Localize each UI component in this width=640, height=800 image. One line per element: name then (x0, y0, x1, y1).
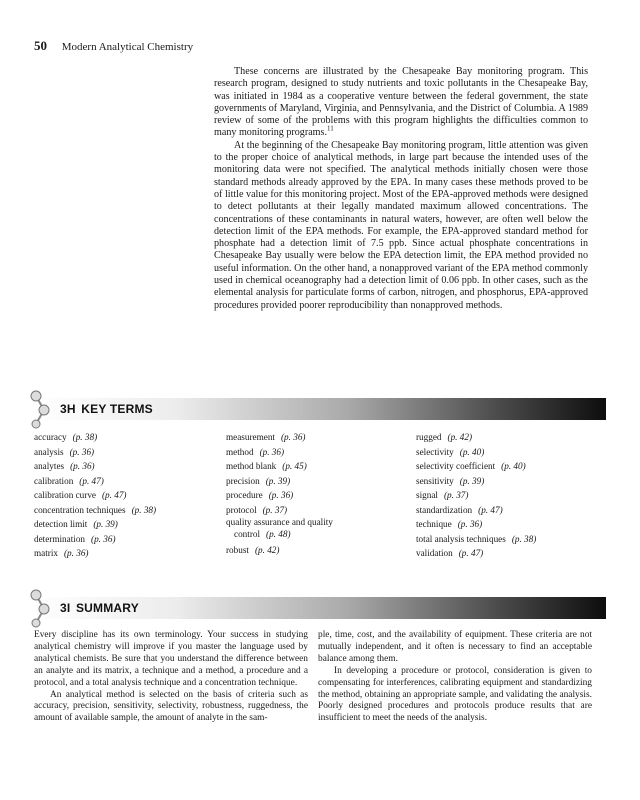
key-term (226, 488, 416, 503)
paragraph-chesapeake-intro (214, 66, 588, 140)
section-title: SUMMARY (75, 601, 139, 615)
key-term (226, 445, 416, 460)
term-page-ref: (p. 40) (459, 446, 485, 457)
body-text-column (214, 66, 588, 312)
key-term (416, 488, 612, 503)
term-label: analytes (34, 461, 65, 471)
term-page-ref: (p. 42) (254, 545, 280, 555)
footnote-ref: 11 (326, 125, 334, 134)
term-label: detection limit (34, 519, 88, 529)
term-page-ref: (p. 45) (282, 461, 307, 471)
term-label: concentration techniques (34, 504, 126, 515)
term-page-ref: (p. 36) (70, 461, 95, 471)
term-page-ref: (p. 36) (457, 519, 483, 529)
key-term (226, 474, 416, 489)
key-term (226, 459, 416, 474)
page-number: 50 (34, 38, 47, 53)
key-term (416, 459, 612, 474)
key-term (34, 474, 224, 489)
section-title: KEY TERMS (81, 402, 153, 416)
key-terms-title (60, 402, 153, 416)
molecule-icon (26, 388, 56, 430)
summary-paragraph: An analytical method is selected on the basis of criteria such as accuracy, precision, sensitivity, selectivity, robustness, ruggedness, the amount of available sample, the amount of analyte in the sam- (34, 689, 308, 724)
term-page-ref: (p. 39) (459, 475, 485, 486)
term-page-ref: (p. 47) (101, 490, 127, 500)
term-label: calibration (34, 475, 74, 486)
running-head (34, 38, 193, 54)
key-term (416, 532, 612, 547)
key-term (416, 474, 612, 489)
key-term (416, 430, 612, 445)
key-term (226, 543, 416, 558)
key-term (34, 503, 224, 518)
summary-title (60, 601, 139, 615)
key-term (34, 532, 224, 547)
paragraph-chesapeake-methods: At the beginning of the Chesapeake Bay monitoring program, little attention was given to the proper choice of analytical methods, in large part because the intended uses of the monitoring data were not specified. The analytical methods initially chosen were those standard methods already approved by the EPA. In many cases these methods proved to be of little value for this monitoring project. Most of the EPA-approved methods were designed to detect pollutants at their legally mandated maximum allowed concentrations. The concentrations of these contaminants in natural waters, however, are often well below the detection limit of the EPA methods. For example, the EPA-approved standard method for phosphate had a detection limit of 7.5 ppb. Since actual phosphate concentrations in Chesapeake Bay usually were below the EPA detection limit, the EPA method provided no useful information. On the other hand, a nonapproved variant of the EPA method commonly used in chemical oceanography had a detection limit of 0.06 ppb. In other cases, such as the elemental analysis for particulate forms of carbon, nitrogen, and phosphorus, EPA-approved procedures provided poorer reproducibility than nonapproved methods. (214, 139, 588, 311)
term-label: protocol (226, 504, 257, 515)
term-label: method (226, 446, 254, 457)
term-label: matrix (34, 548, 58, 558)
term-label: signal (416, 490, 438, 500)
key-term (416, 546, 612, 561)
key-term (34, 517, 224, 532)
term-label: robust (226, 545, 249, 555)
term-page-ref: (p. 38) (72, 432, 98, 442)
term-label: calibration curve (34, 490, 96, 500)
term-label: analysis (34, 446, 64, 457)
key-term (416, 503, 612, 518)
key-term (416, 445, 612, 460)
term-page-ref: (p. 36) (91, 533, 116, 544)
term-page-ref: (p. 36) (69, 446, 95, 457)
term-page-ref: (p. 47) (79, 475, 104, 486)
term-page-ref: (p. 39) (265, 475, 291, 486)
term-label: validation (416, 548, 453, 558)
key-term (226, 517, 416, 540)
key-term (34, 546, 224, 561)
key-term (34, 445, 224, 460)
term-page-ref: (p. 37) (443, 490, 469, 500)
term-page-ref: (p. 48) (266, 528, 291, 539)
key-terms-column-3 (416, 430, 612, 561)
term-label: standardization (416, 504, 473, 515)
term-page-ref: (p. 36) (259, 446, 285, 457)
term-page-ref: (p. 47) (478, 504, 503, 515)
section-number: 3H (60, 402, 76, 416)
term-label: sensitivity (416, 475, 454, 486)
key-terms-column-2 (226, 430, 416, 558)
term-page-ref: (p. 36) (280, 432, 306, 442)
term-page-ref: (p. 40) (501, 461, 526, 471)
term-label: quality assurance and quality (226, 517, 333, 527)
key-term (226, 503, 416, 518)
key-term (34, 488, 224, 503)
summary-header (34, 597, 606, 619)
book-title: Modern Analytical Chemistry (61, 41, 194, 53)
term-label: precision (226, 475, 260, 486)
molecule-icon (26, 587, 56, 629)
key-terms-header (34, 398, 606, 420)
term-page-ref: (p. 42) (447, 432, 473, 442)
key-terms-column-1 (34, 430, 224, 561)
key-term (34, 430, 224, 445)
section-number: 3I (60, 601, 71, 615)
term-label: procedure (226, 490, 263, 500)
paragraph-text: These concerns are illustrated by the Chesapeake Bay monitoring program. This research program, designed to study nutrients and toxic pollutants in the Chesapeake Bay, was initiated in 1984 as a cooperative venture between the federal government, the state governments of Maryland, Virginia, and Pennsylvania, and the District of Columbia. A 1989 review of some of the problems with this program highlights the difficulties common to many monitoring programs. (214, 66, 588, 139)
term-label: accuracy (34, 432, 67, 442)
summary-paragraph: In developing a procedure or protocol, consideration is given to compensating for interferences, calibrating equipment and standardizing the method, obtaining an appropriate sample, and validating the analysis. Poorly designed procedures and protocols produce results that are insufficient to meet the needs of the analysis. (318, 665, 592, 724)
key-term (416, 517, 612, 532)
summary-column-right (318, 630, 592, 725)
term-label: rugged (416, 432, 442, 442)
key-term (34, 459, 224, 474)
term-page-ref: (p. 47) (458, 548, 484, 558)
summary-paragraph: Every discipline has its own terminology. Your success in studying analytical chemistry will improve if you master the language used by analytical chemists. Be sure that you understand the difference between an analyte and its matrix, a technique and a method, a procedure and a protocol, and a total analysis technique and a concentration technique. (34, 630, 308, 688)
term-label: measurement (226, 432, 275, 442)
summary-column-left (34, 630, 308, 725)
term-label: determination (34, 533, 86, 544)
term-page-ref: (p. 36) (268, 490, 294, 500)
key-term (226, 430, 416, 445)
term-page-ref: (p. 36) (63, 548, 89, 558)
summary-paragraph: ple, time, cost, and the availability of equipment. These criteria are not mutually independent, and it often is necessary to find an acceptable balance among them. (318, 630, 592, 664)
term-label: technique (416, 519, 452, 529)
term-page-ref: (p. 38) (511, 533, 537, 544)
term-page-ref: (p. 39) (93, 519, 118, 529)
term-label: selectivity coefficient (416, 461, 496, 471)
term-page-ref: (p. 38) (131, 504, 157, 515)
term-label: total analysis techniques (416, 533, 506, 544)
term-label-continued: control (234, 528, 261, 539)
term-page-ref: (p. 37) (262, 504, 288, 515)
term-label: method blank (226, 461, 277, 471)
term-label: selectivity (416, 446, 454, 457)
